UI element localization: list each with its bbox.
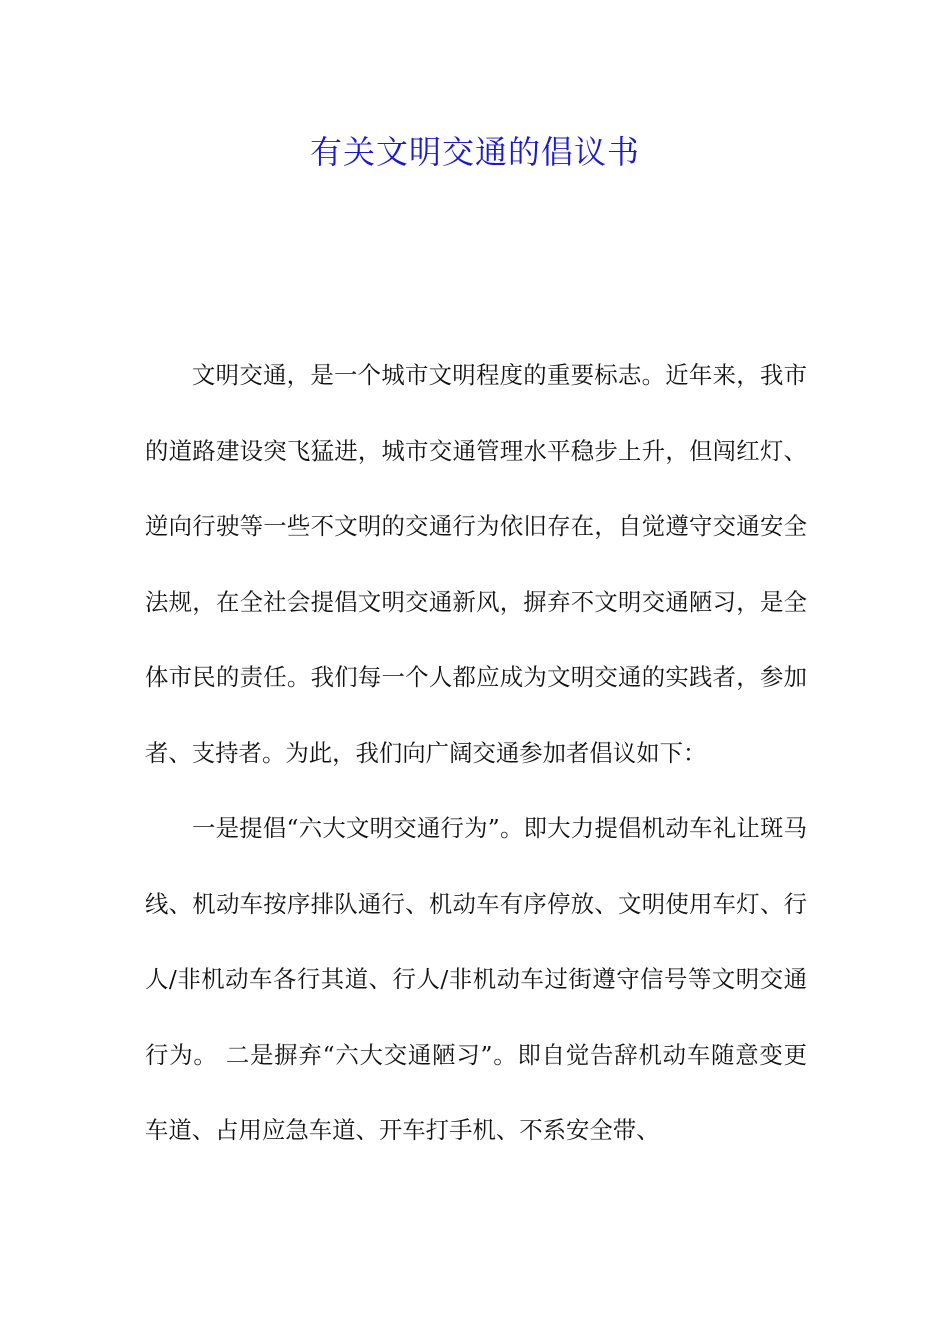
- paragraph-intro: 文明交通，是一个城市文明程度的重要标志。近年来，我市的道路建设突飞猛进，城市交通管理水平稳步上升，但闯红灯、逆向行驶等一些不文明的交通行为依旧存在，自觉遵守交通安全法规，在全社会提倡文明交通新风，摒弃不文明交通陋习，是全体市民的责任。我们每一个人都应成为文明交通的实践者，参加者、支持者。为此，我们向广阔交通参加者倡议如下：: [145, 361, 807, 767]
- paragraph-proposals: 一是提倡“六大文明交通行为”。即大力提倡机动车礼让斑马线、机动车按序排队通行、机动车有序停放、文明使用车灯、行人/非机动车各行其道、行人/非机动车过街遵守信号等文明交通行为。 二是摒弃“六大交通陋习”。即自觉告辞机动车随意变更车道、占用应急车道、开车打手机、不系安全带、: [145, 814, 807, 1144]
- document-body: [145, 338, 807, 1169]
- document-title: 有关文明交通的倡议书: [309, 133, 640, 171]
